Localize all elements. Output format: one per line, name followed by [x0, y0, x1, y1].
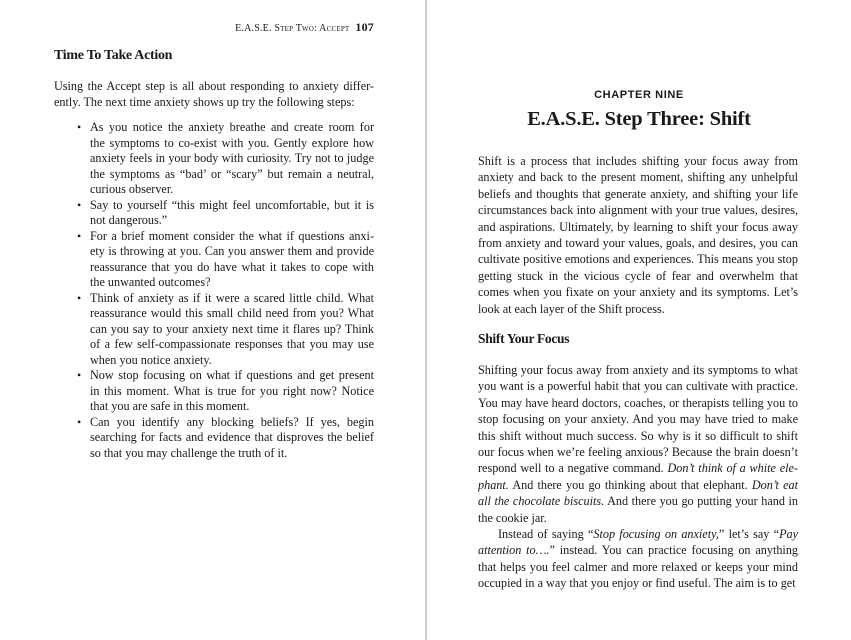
text-line: ently. The next time anxiety shows up try the following steps:	[54, 94, 355, 109]
body-paragraph	[478, 362, 798, 526]
text-line: that helps you feel calmer and more relaxed or keeps your mind	[478, 559, 798, 574]
body-paragraph	[478, 526, 798, 592]
bullet-icon: •	[77, 197, 82, 212]
right-page	[427, 0, 851, 640]
text-line: beliefs and thoughts that generate anxiety, and shifting your life	[478, 186, 798, 201]
page-number: 107	[355, 20, 374, 34]
italic-text: attention to….	[478, 543, 550, 558]
text-line: Think of anxiety as if it were a scared little child. What	[90, 290, 374, 305]
section-heading: Time To Take Action	[54, 48, 173, 63]
text-line: from anxiety and toward your values, goals, and desires, you can	[478, 235, 798, 250]
text-span: Instead of saying “	[498, 527, 594, 541]
text-line: circumstances back into alignment with your true values, desires,	[478, 203, 798, 218]
chapter-title: E.A.S.E. Step Three: Shift	[527, 108, 751, 130]
bullet-icon: •	[77, 228, 82, 243]
text-line: Shift is a process that includes shifting your focus away from	[478, 154, 798, 168]
bullet-icon: •	[77, 414, 82, 429]
text-span: ” instead. You can practice focusing on anything	[549, 543, 798, 558]
bullet-list	[77, 120, 374, 461]
text-line: For a brief moment consider the what if questions anxi-	[90, 228, 374, 243]
text-line: Say to yourself “this might feel uncomfortable, but it is	[90, 197, 374, 212]
italic-text: all the chocolate biscuits.	[478, 494, 605, 509]
text-line: As you notice the anxiety breathe and create room for	[90, 120, 374, 134]
body-paragraph	[478, 153, 798, 317]
text-line: when you notice anxiety.	[90, 352, 212, 367]
text-line: comes when you fixate on your anxiety and its symptoms. Let’s	[478, 285, 798, 300]
text-line: Now stop focusing on what if questions and get present	[90, 368, 374, 382]
text-line: getting stuck in the vicious cycle of fear and overwhelm that	[478, 268, 798, 283]
text-span: And there you go thinking about that elephant.	[508, 477, 752, 492]
running-head-title: E.A.S.E. Step Two: Accept	[235, 23, 350, 34]
text-line: You may have heard doctors, coaches, or therapists telling you to	[478, 395, 798, 410]
text-line: cultivate positive emotions and experiences. This means you stop	[478, 252, 798, 267]
italic-text: Stop focusing on anxiety,	[593, 527, 719, 541]
text-line: Using the Accept step is all about responding to anxiety differ-	[54, 79, 374, 93]
text-line: anxiety and back to the present moment, shifting any unhelpful	[478, 170, 798, 185]
bullet-icon: •	[77, 290, 82, 305]
text-line: look at each layer of the Shift process.	[478, 301, 665, 316]
subheading: Shift Your Focus	[478, 331, 570, 346]
text-line: of a few self-compassionate responses that you may use	[90, 337, 374, 351]
text-line: searching for facts and evidence that disproves the belief	[90, 430, 374, 444]
text-line	[478, 542, 798, 558]
text-line: curious observer.	[90, 182, 174, 196]
italic-text: phant.	[478, 477, 509, 492]
list-item	[77, 120, 374, 198]
italic-text: Don’t think of a white ele-	[667, 461, 798, 476]
text-line: our focus when we’re feeling anxious? Because the brain doesn’t	[478, 444, 798, 459]
list-item	[77, 368, 374, 415]
italic-text: Don’t eat	[751, 477, 798, 492]
text-line: can you say to your anxiety next time it flares up? Think	[90, 321, 374, 336]
text-line: Shifting your focus away from anxiety and its symptoms to what	[478, 363, 798, 377]
text-line: not dangerous.”	[90, 213, 168, 227]
text-line: this shift without much success. So why is it so difficult to shift	[478, 428, 798, 443]
text-line	[478, 493, 798, 509]
text-line: the symptoms as “bad’ or “scary” but remain a neutral,	[90, 166, 374, 181]
running-head	[200, 20, 374, 35]
text-line: reassurance would this small child need from you? What	[90, 306, 374, 320]
list-item	[77, 290, 374, 369]
bullet-icon: •	[77, 120, 82, 134]
text-span: respond well to a negative command.	[478, 461, 668, 476]
chapter-label: CHAPTER NINE	[594, 89, 684, 101]
text-line	[478, 460, 798, 476]
text-line: anxiety feels in your body with curiosity. Try not to judge	[90, 151, 374, 165]
text-line: the symptoms to co-exist with you. Gently explore how	[90, 135, 374, 150]
text-span: And there you go putting your hand in	[604, 494, 798, 509]
text-line: the unwanted outcomes?	[90, 275, 211, 289]
text-line: occupied in a way that you enjoy or find useful. The aim is to get	[478, 576, 796, 591]
text-line: so that you may challenge the truth of it.	[90, 445, 288, 460]
text-line	[478, 477, 798, 493]
intro-paragraph	[54, 79, 374, 110]
text-line: in this moment. What is true for you right now? Notice	[90, 383, 374, 398]
list-item	[77, 414, 374, 462]
text-line: Can you identify any blocking beliefs? If yes, begin	[90, 414, 374, 429]
text-line: the cookie jar.	[478, 510, 547, 525]
text-line: you want is a powerful habit that you can cultivate with practice.	[478, 379, 798, 394]
text-line: stop focusing on your anxiety. And you may have tried to make	[478, 412, 798, 427]
text-line	[478, 526, 798, 542]
italic-text: Pay	[779, 527, 798, 541]
bullet-icon: •	[77, 368, 82, 382]
left-page	[0, 0, 425, 640]
text-line: ety is throwing at you. Can you answer them and provide	[90, 244, 374, 258]
text-line: reassurance that you do have what it takes to cope with	[90, 259, 374, 274]
text-span: ” let’s say “	[718, 527, 780, 541]
text-line: that you are safe in this moment.	[90, 399, 250, 413]
list-item	[77, 197, 374, 229]
text-line: and aspirations. Ultimately, by learning to shift your focus away	[478, 219, 798, 234]
list-item	[77, 228, 374, 291]
